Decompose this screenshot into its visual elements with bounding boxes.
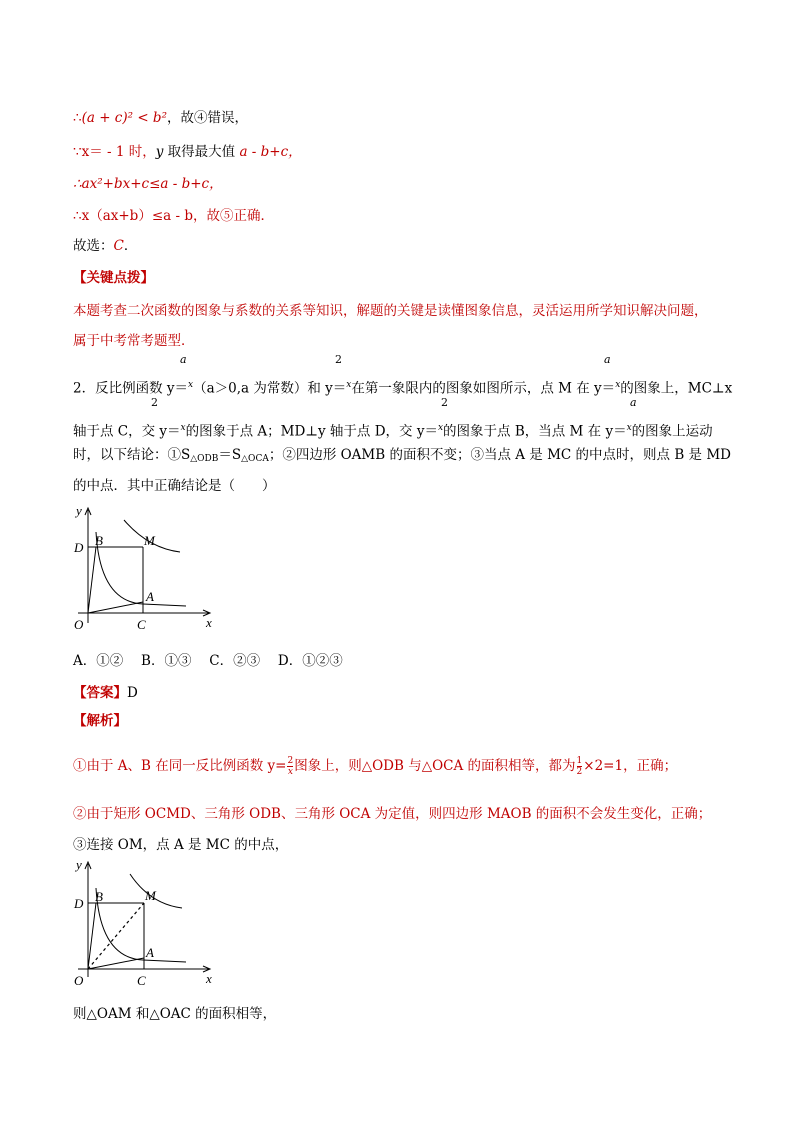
label-D: D [74,540,84,555]
analysis-label: 【解析】 [73,713,127,729]
segment-OB [88,547,96,613]
label-D: D [74,896,84,911]
line-choice: 故选：C． [73,238,138,254]
label-M: M [144,533,155,548]
math-inequality: (a + c)² < b² [81,110,167,126]
label-y: y [76,503,82,518]
fraction-a-over-x-2: a [604,353,611,366]
fraction-2-over-x-1: 2 [335,353,342,366]
line-max-value: ∵x＝ - 1 时，y 取得最大值 a - b+c， [73,144,302,160]
label-B: B [95,889,103,904]
label-O: O [74,973,84,988]
figure-2 [68,852,228,992]
analysis-statement-1: ①由于 A、B 在同一反比例函数 y= $\frac{2}{x}$ 图象上，则△ODB 与△OCA 的面积相等，都为 $\frac{1}{2}$ ×2=1，正确； [73,756,678,777]
label-x: x [206,971,212,986]
segment-OB [88,903,96,969]
label-y: y [76,857,82,872]
line-conclusion-4: ∴(a + c)² < b²，故④错误， [73,110,248,126]
label-A: A [146,589,154,604]
label-x: x [206,615,212,630]
figure-1 [68,498,228,638]
label-M: M [145,888,156,903]
line-inequality-3: ∴ax²+bx+c≤a - b+c， [73,176,223,192]
problem2-line-2: 轴于点 C，交 y＝$^x$的图象于点 A；MD⊥y 轴于点 D，交 y＝$^x$的图象于点 B，当点 M 在 y＝$^x$的图象上运动 [73,423,713,440]
fraction-one-half: $\frac{1}{2}$ [576,756,583,777]
fraction-2-over-x: $\frac{2}{x}$ [287,756,294,777]
label-A: A [146,945,154,960]
label-C: C [137,617,146,632]
fraction-2-over-x-3: 2 [441,396,448,409]
problem2-line-4: 的中点．其中正确结论是（ ） [73,478,276,494]
key-points-text-2: 属于中考常考题型． [73,333,195,349]
segment-OA [88,602,143,613]
answer-line: 【答案】D [73,685,138,701]
fraction-a-over-x-1: a [180,353,187,366]
curve-2-over-x [96,888,186,962]
label-C: C [137,973,146,988]
answer-options: A．①② B．①③ C．②③ D．①②③ [73,653,343,669]
fraction-a-over-x-3: a [630,396,637,409]
label-O: O [74,617,84,632]
analysis-statement-2: ②由于矩形 OCMD、三角形 ODB、三角形 OCA 为定值，则四边形 MAOB 的面积不会发生变化，正确； [73,806,712,822]
problem2-line-1: 2．反比例函数 y＝$^x$（a＞0,a 为常数）和 y＝$^x$在第一象限内的图象如图所示，点 M 在 y＝$^x$的图象上，MC⊥x [73,380,733,397]
problem2-line-3: 时，以下结论：$①S_{\triangle ODB}=S_{\triangle OCA}$；②四边形 OAMB 的面积不变；③当点 A 是 MC 的中点时，则点 B 是 MD [73,447,731,464]
analysis-statement-3: ③连接 OM，点 A 是 MC 的中点， [73,837,289,853]
label-B: B [95,533,103,548]
curve-2-over-x [96,532,186,606]
analysis-statement-4: 则△OAM 和△OAC 的面积相等， [73,1006,277,1022]
fraction-2-over-x-2: 2 [151,396,158,409]
line-conclusion-5: ∴x（ax+b）≤a - b，故⑤正确． [73,208,274,224]
key-points-title: 【关键点拨】 [73,270,154,286]
key-points-text-1: 本题考查二次函数的图象与系数的关系等知识，解题的关键是读懂图象信息，灵活运用所学知识解决问题， [73,303,708,319]
